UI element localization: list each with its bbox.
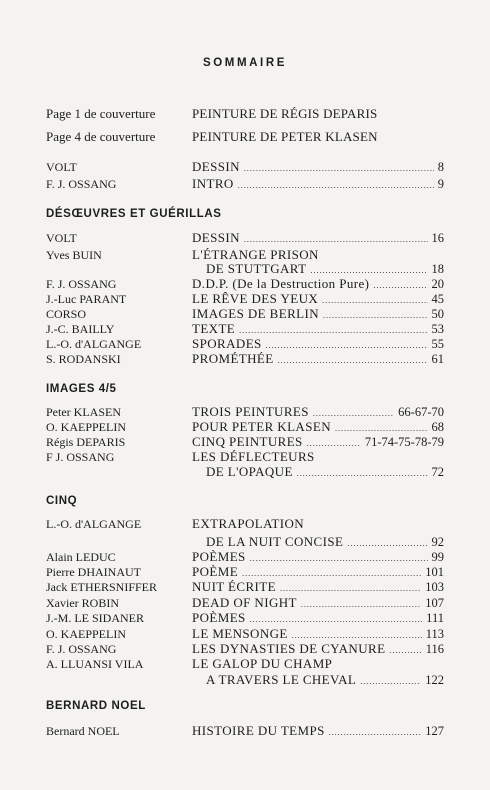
dot-leader [329,724,422,740]
entry-page: 116 [425,642,444,656]
entry-title: INTRO [192,177,234,191]
entry-work [192,611,444,627]
entry-title: DE LA NUIT CONCISE [206,535,344,549]
entry-work [192,352,444,368]
toc-entry [46,160,444,174]
entry-author: VOLT [46,231,77,245]
entry-work [192,277,444,293]
entry-page: 103 [425,580,444,594]
toc-entry [46,337,444,351]
dot-leader [238,177,434,193]
entry-page: 45 [431,292,444,306]
entry-work [192,107,444,121]
toc-entry [46,550,444,564]
toc-entry [46,535,444,549]
entry-author: L.-O. d'ALGANGE [46,517,142,531]
toc-entry [46,517,444,531]
entry-page: 72 [431,465,444,479]
toc-entry [46,231,444,245]
entry-title: NUIT ÉCRITE [192,580,276,594]
entry-work [192,550,444,566]
toc-entry [46,107,444,121]
entry-author: O. KAEPPELIN [46,420,126,434]
entry-page: 9 [437,177,444,191]
entry-page: 53 [431,322,444,336]
entry-title: SPORADES [192,337,262,351]
entry-title: DESSIN [192,231,240,245]
toc-entry [46,248,444,262]
dot-leader [266,337,428,353]
section-heading: BERNARD NOEL [46,700,146,712]
entry-title: LES DYNASTIES DE CYANURE [192,642,386,656]
entry-title: POUR PETER KLASEN [192,420,331,434]
entry-title: LE MENSONGE [192,627,288,641]
entry-author: Alain LEDUC [46,550,116,564]
dot-leader [307,435,361,451]
entry-title: POÈME [192,565,239,579]
section-heading: DÉSŒUVRES ET GUÉRILLAS [46,208,222,220]
dot-leader [244,231,428,247]
entry-author: O. KAEPPELIN [46,627,126,641]
entry-author: Yves BUIN [46,248,102,262]
entry-author: J.-Luc PARANT [46,292,127,306]
entry-work [192,322,444,338]
dot-leader [310,262,427,278]
entry-page: 122 [425,673,444,687]
entry-author: Xavier ROBIN [46,596,119,610]
entry-work [192,724,444,740]
toc-entry [46,177,444,191]
entry-page: 55 [431,337,444,351]
entry-work [192,627,444,643]
dot-leader [347,535,427,551]
entry-author: L.-O. d'ALGANGE [46,337,142,351]
dot-leader [389,642,421,658]
entry-title: A TRAVERS LE CHEVAL [206,673,357,687]
dot-leader [250,611,422,627]
toc-entry [46,307,444,321]
entry-title: POÈMES [192,550,246,564]
dot-leader [313,405,394,421]
section-heading: CINQ [46,495,78,507]
entry-work [192,465,444,481]
entry-title: PROMÉTHÉE [192,352,274,366]
entry-author: A. LLUANSI VILA [46,657,144,671]
dot-leader [322,292,427,308]
dot-leader [292,627,422,643]
toc-entry [46,627,444,641]
entry-page: 71-74-75-78-79 [364,435,444,449]
toc-entry [46,611,444,625]
entry-page: 113 [425,627,444,641]
dot-leader [242,565,421,581]
entry-page: 50 [431,307,444,321]
entry-title: POÈMES [192,611,246,625]
toc-entry [46,465,444,479]
toc-entry [46,352,444,366]
dot-leader [244,160,434,176]
toc-entry [46,580,444,594]
entry-author: Pierre DHAINAUT [46,565,141,579]
entry-work [192,535,444,551]
toc-entry [46,596,444,610]
entry-work [192,673,444,689]
entry-title: PEINTURE DE RÉGIS DEPARIS [192,107,378,121]
dot-leader [323,307,427,323]
entry-work [192,642,444,658]
entry-page: 111 [426,611,444,625]
dot-leader [280,580,421,596]
entry-work [192,450,444,464]
dot-leader [301,596,421,612]
entry-work [192,517,444,531]
entry-work [192,405,444,421]
entry-author: Régis DEPARIS [46,435,126,449]
toc-entry [46,130,444,144]
page-title: SOMMAIRE [202,57,288,69]
toc-entry [46,405,444,419]
entry-author: CORSO [46,307,87,321]
entry-author: VOLT [46,160,77,174]
entry-work [192,130,444,144]
dot-leader [250,550,428,566]
entry-title: PEINTURE DE PETER KLASEN [192,130,378,144]
entry-page: 107 [425,596,444,610]
entry-title: LE RÊVE DES YEUX [192,292,319,306]
entry-title: EXTRAPOLATION [192,517,305,531]
entry-work [192,565,444,581]
toc-entry [46,420,444,434]
entry-work [192,231,444,247]
entry-author: F. J. OSSANG [46,277,117,291]
toc-entry [46,262,444,276]
entry-page: 127 [425,724,444,738]
entry-author: F. J. OSSANG [46,177,117,191]
toc-entry [46,292,444,306]
entry-work [192,262,444,278]
dot-leader [335,420,428,436]
toc-entry [46,642,444,656]
entry-title: TROIS PEINTURES [192,405,309,419]
entry-page: 101 [425,565,444,579]
entry-author: J.-M. LE SIDANER [46,611,144,625]
dot-leader [278,352,428,368]
entry-title: TEXTE [192,322,236,336]
section-heading: IMAGES 4/5 [46,383,117,395]
entry-page: 66-67-70 [398,405,444,419]
entry-title: DE L'OPAQUE [206,465,293,479]
entry-author: Page 1 de couverture [46,107,156,121]
dot-leader [373,277,427,293]
entry-title: DEAD OF NIGHT [192,596,297,610]
entry-work [192,435,444,451]
toc-entry [46,565,444,579]
toc-entry [46,657,444,671]
entry-title: CINQ PEINTURES [192,435,303,449]
entry-author: S. RODANSKI [46,352,121,366]
entry-title: LES DÉFLECTEURS [192,450,315,464]
entry-title: DESSIN [192,160,240,174]
entry-work [192,292,444,308]
toc-entry [46,450,444,464]
entry-title: HISTOIRE DU TEMPS [192,724,325,738]
entry-page: 68 [431,420,444,434]
entry-work [192,580,444,596]
entry-title: IMAGES DE BERLIN [192,307,320,321]
toc-entry [46,322,444,336]
entry-title: D.D.P. (De la Destruction Pure) [192,277,370,291]
entry-work [192,657,444,671]
entry-page: 8 [437,160,444,174]
entry-author: J.-C. BAILLY [46,322,115,336]
toc-entry [46,435,444,449]
entry-work [192,177,444,193]
entry-author: Bernard NOEL [46,724,120,738]
entry-page: 20 [431,277,444,291]
entry-work [192,307,444,323]
entry-work [192,160,444,176]
entry-author: Jack ETHERSNIFFER [46,580,157,594]
toc-entry [46,724,444,738]
dot-leader [239,322,427,338]
entry-author: F J. OSSANG [46,450,115,464]
toc-entry [46,673,444,687]
entry-work [192,248,444,262]
entry-page: 92 [431,535,444,549]
entry-title: L'ÉTRANGE PRISON [192,248,319,262]
entry-title: LE GALOP DU CHAMP [192,657,333,671]
entry-page: 61 [431,352,444,366]
entry-page: 16 [431,231,444,245]
entry-page: 18 [431,262,444,276]
toc-entry [46,277,444,291]
entry-author: F. J. OSSANG [46,642,117,656]
entry-author: Page 4 de couverture [46,130,156,144]
entry-work [192,596,444,612]
entry-page: 99 [431,550,444,564]
entry-title: DE STUTTGART [206,262,307,276]
entry-work [192,337,444,353]
entry-work [192,420,444,436]
dot-leader [297,465,428,481]
entry-author: Peter KLASEN [46,405,121,419]
dot-leader [360,673,421,689]
